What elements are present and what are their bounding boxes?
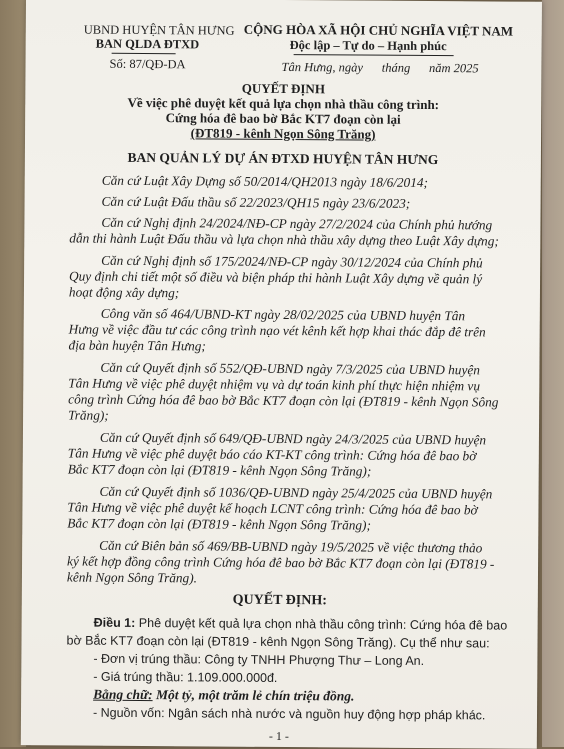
article-1-line-2: bờ Bắc KT7 đoạn còn lại (ĐT819 - kênh Ngọn Sông Trăng). Cụ thể như sau:: [66, 633, 490, 651]
basis-line: dẫn thi hành Luật Đấu thầu và lựa chọn nhà thầu xây dựng theo Luật Xây dựng;: [69, 230, 499, 249]
header-left-rule: [112, 53, 176, 54]
funding-source: - Nguồn vốn: Ngân sách nhà nước và nguồn huy động hợp pháp khác.: [92, 705, 486, 723]
board-name: BAN QLDA ĐTXD: [95, 36, 200, 52]
basis-line: Căn cứ Quyết định số 649/QĐ-UBND ngày 24/3/2025 của UBND huyện: [99, 429, 487, 448]
basis-line: Căn cứ Luật Xây Dựng số 50/2014/QH2013 ngày 18/6/2014;: [101, 172, 429, 191]
article-1-text: Phê duyệt kết quả lựa chọn nhà thầu công trình: Cứng hóa đê bao: [135, 615, 508, 633]
basis-line: Căn cứ Quyết định số 1036/QĐ-UBND ngày 25/4/2025 của UBND huyện: [99, 483, 493, 502]
decision-subject-1: Về việc phê duyệt kết quả lựa chọn nhà thầu công trình:: [127, 94, 440, 113]
wall-background-right: [542, 0, 564, 747]
winning-contractor: - Đơn vị trúng thầu: Công ty TNHH Phượng Thư – Long An.: [93, 651, 425, 668]
decision-number: Số: 87/QĐ-DA: [109, 56, 186, 72]
basis-line: Căn cứ Nghị định số 175/2024/NĐ-CP ngày 30/12/2024 của Chính phủ: [101, 252, 483, 271]
basis-line: Bắc KT7 đoạn còn lại (ĐT819 - kênh Ngọn Sông Trăng);: [67, 461, 372, 479]
header-right-rule: [294, 54, 454, 56]
basis-line: Căn cứ Luật Đấu thầu số 22/2023/QH15 ngày 23/6/2023;: [101, 193, 411, 211]
decision-title: QUYẾT ĐỊNH: [241, 80, 326, 97]
basis-line: Bắc KT7 đoạn còn lại (ĐT819 - kênh Ngọn Sông Trăng);: [67, 515, 371, 533]
basis-line: hoạt động xây dựng;: [68, 284, 180, 301]
basis-line: kênh Ngọn Sông Trăng).: [66, 569, 198, 586]
basis-line: Căn cứ Quyết định số 552/QĐ-UBND ngày 7/3/2025 của UBND huyện: [100, 359, 480, 378]
price-in-words: [93, 687, 354, 705]
document-page: [21, 0, 542, 749]
basis-line: công trình Cứng hóa đê bao bờ Bắc KT7 đoạn còn lại (ĐT819 - kênh Ngọn Sông: [68, 391, 499, 410]
issuing-authority: BAN QUẢN LÝ DỰ ÁN ĐTXD HUYỆN TÂN HƯNG: [127, 149, 439, 168]
winning-price: - Giá trúng thầu: 1.109.000.000đ.: [93, 669, 278, 685]
decision-subject-2: Cứng hóa đê bao bờ Bắc KT7 đoạn còn lại: [165, 110, 401, 127]
basis-line: Căn cứ Biên bản số 469/BB-UBND ngày 19/5/2025 về việc thương thảo: [99, 537, 483, 556]
article-1-line-1: [94, 616, 508, 633]
basis-line: Tân Hưng về việc phê duyệt báo cáo KT-KT công trình: Cứng hóa đê bao bờ: [67, 445, 477, 464]
basis-line: địa bàn huyện Tân Hưng;: [68, 337, 206, 354]
basis-line: Quy định chi tiết một số điều và biện pháp thi hành Luật Xây dựng về quản lý: [69, 268, 483, 287]
article-1-label: Điều 1:: [93, 615, 136, 630]
basis-line: ký kết hợp đồng công trình Cứng hóa đê bao bờ Bắc KT7 đoạn còn lại (ĐT819 -: [67, 553, 495, 572]
basis-line: Tân Hưng về việc phê duyệt kế hoạch LCNT công trình: Cứng hóa đê bao bờ: [67, 499, 478, 518]
country-name: CỘNG HÒA XÃ HỘI CHỦ NGHĨA VIỆT NAM: [243, 21, 514, 39]
basis-line: Căn cứ Nghị định 24/2024/NĐ-CP ngày 27/2/2024 của Chính phủ hướng: [101, 214, 493, 233]
place-date: Tân Hưng, ngày tháng năm 2025: [281, 59, 479, 76]
agency-name: UBND HUYỆN TÂN HƯNG: [83, 22, 235, 38]
motto: Độc lập – Tự do – Hạnh phúc: [289, 38, 447, 54]
decision-subject-3: (ĐT819 - kênh Ngọn Sông Trăng): [190, 125, 376, 142]
basis-line: Trăng);: [68, 407, 109, 423]
basis-line: Hưng về việc đầu tư các công trình nạo vét kênh kết hợp khai thác đắp đê trên: [68, 321, 486, 340]
in-words-text: Một tỷ, một trăm lẻ chín triệu đồng.: [152, 687, 355, 704]
in-words-label: Bằng chữ:: [93, 686, 153, 703]
decision-heading: QUYẾT ĐỊNH:: [232, 592, 327, 609]
basis-line: Tân Hưng về việc phê duyệt nhiệm vụ và dự toán kinh phí thực hiện nhiệm vụ: [68, 375, 481, 394]
basis-line: Công văn số 464/UBND-KT ngày 28/02/2025 của UBND huyện Tân: [100, 305, 466, 324]
page-number: - 1 -: [268, 728, 289, 744]
